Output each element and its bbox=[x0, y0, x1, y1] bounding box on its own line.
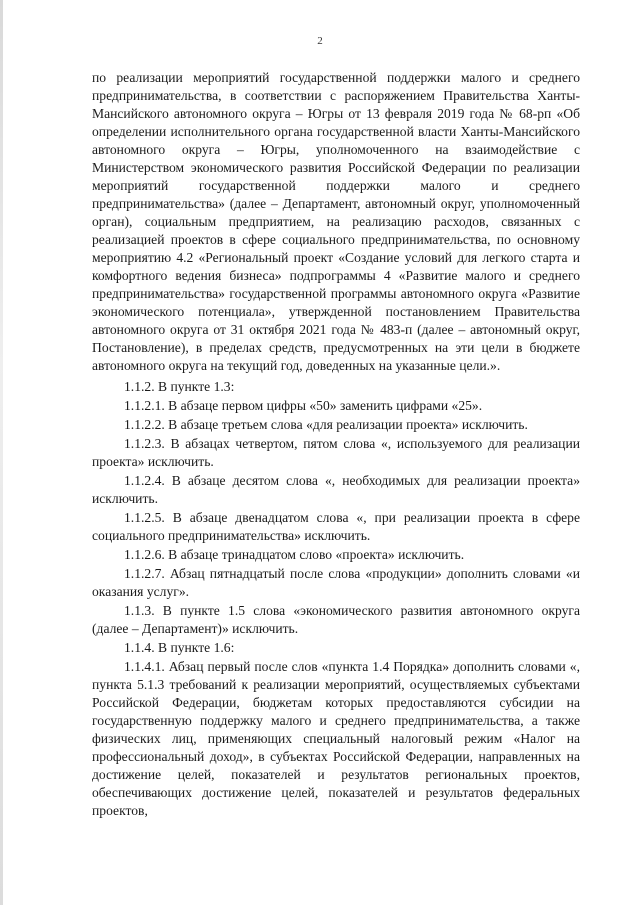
clause-1-1-2: 1.1.2. В пункте 1.3: bbox=[124, 379, 235, 394]
document-body bbox=[92, 69, 580, 820]
clause-1-1-2-7: 1.1.2.7. Абзац пятнадцатый после слова «продукции» дополнить словами «и оказания услуг». bbox=[92, 566, 580, 599]
paragraph-continuation: по реализации мероприятий государственной поддержки малого и среднего предпринимательства, в соответствии с распоряжением Правительства Ханты-Мансийского автономного округа – Югры от 13 февраля 2019 года № 68-рп «Об определении исполнительного органа государственной власти Ханты-Мансийского автономного округа – Югры, уполномоченного на взаимодействие с Министерством экономического развития Российской Федерации по реализации мероприятий государственной поддержки малого и среднего предпринимательства» (далее – Департамент, автономный округ, уполномоченный орган), социальным предприятием, на реализацию расходов, связанных с реализацией проектов в сфере социального предпринимательства, по основному мероприятию 4.2 «Региональный проект «Создание условий для легкого старта и комфортного ведения бизнеса» подпрограммы 4 «Развитие малого и среднего предпринимательства» государственной программы автономного округа «Развитие экономического потенциала», утвержденной постановлением Правительства автономного округа от 31 октября 2021 года № 483-п (далее – автономный округ, Постановление), в пределах средств, предусмотренных на эти цели в бюджете автономного округа на текущий год, доведенных на указанные цели.». bbox=[92, 70, 580, 373]
clause-1-1-4: 1.1.4. В пункте 1.6: bbox=[124, 640, 235, 655]
clause-1-1-2-4: 1.1.2.4. В абзаце десятом слова «, необходимых для реализации проекта» исключить. bbox=[92, 473, 580, 506]
clause-1-1-2-2: 1.1.2.2. В абзаце третьем слова «для реализации проекта» исключить. bbox=[124, 417, 528, 432]
clause-1-1-2-6: 1.1.2.6. В абзаце тринадцатом слово «проекта» исключить. bbox=[124, 547, 465, 562]
clause-1-1-2-3: 1.1.2.3. В абзацах четвертом, пятом слова «, используемого для реализации проекта» исключить. bbox=[92, 436, 580, 469]
clause-1-1-3: 1.1.3. В пункте 1.5 слова «экономического развития автономного округа (далее – Департамент)» исключить. bbox=[92, 603, 580, 636]
page-number: 2 bbox=[317, 35, 323, 47]
clause-1-1-2-5: 1.1.2.5. В абзаце двенадцатом слова «, при реализации проекта в сфере социального предпринимательства» исключить. bbox=[92, 510, 580, 543]
clause-1-1-2-1: 1.1.2.1. В абзаце первом цифры «50» заменить цифрами «25». bbox=[124, 398, 483, 413]
page-edge bbox=[0, 0, 3, 905]
clause-1-1-4-1: 1.1.4.1. Абзац первый после слов «пункта 1.4 Порядка» дополнить словами «, пункта 5.1.3 требований к реализации мероприятий, осуществляемых субъектами Российской Федерации, бюджетам которых предоставляются субсидии на государственную поддержку малого и среднего предпринимательства, а также физических лиц, применяющих специальный налоговый режим «Налог на профессиональный доход», в субъектах Российской Федерации, направленных на достижение целей, показателей и результатов региональных проектов, обеспечивающих достижение целей, показателей и результатов федеральных проектов, bbox=[92, 659, 580, 818]
